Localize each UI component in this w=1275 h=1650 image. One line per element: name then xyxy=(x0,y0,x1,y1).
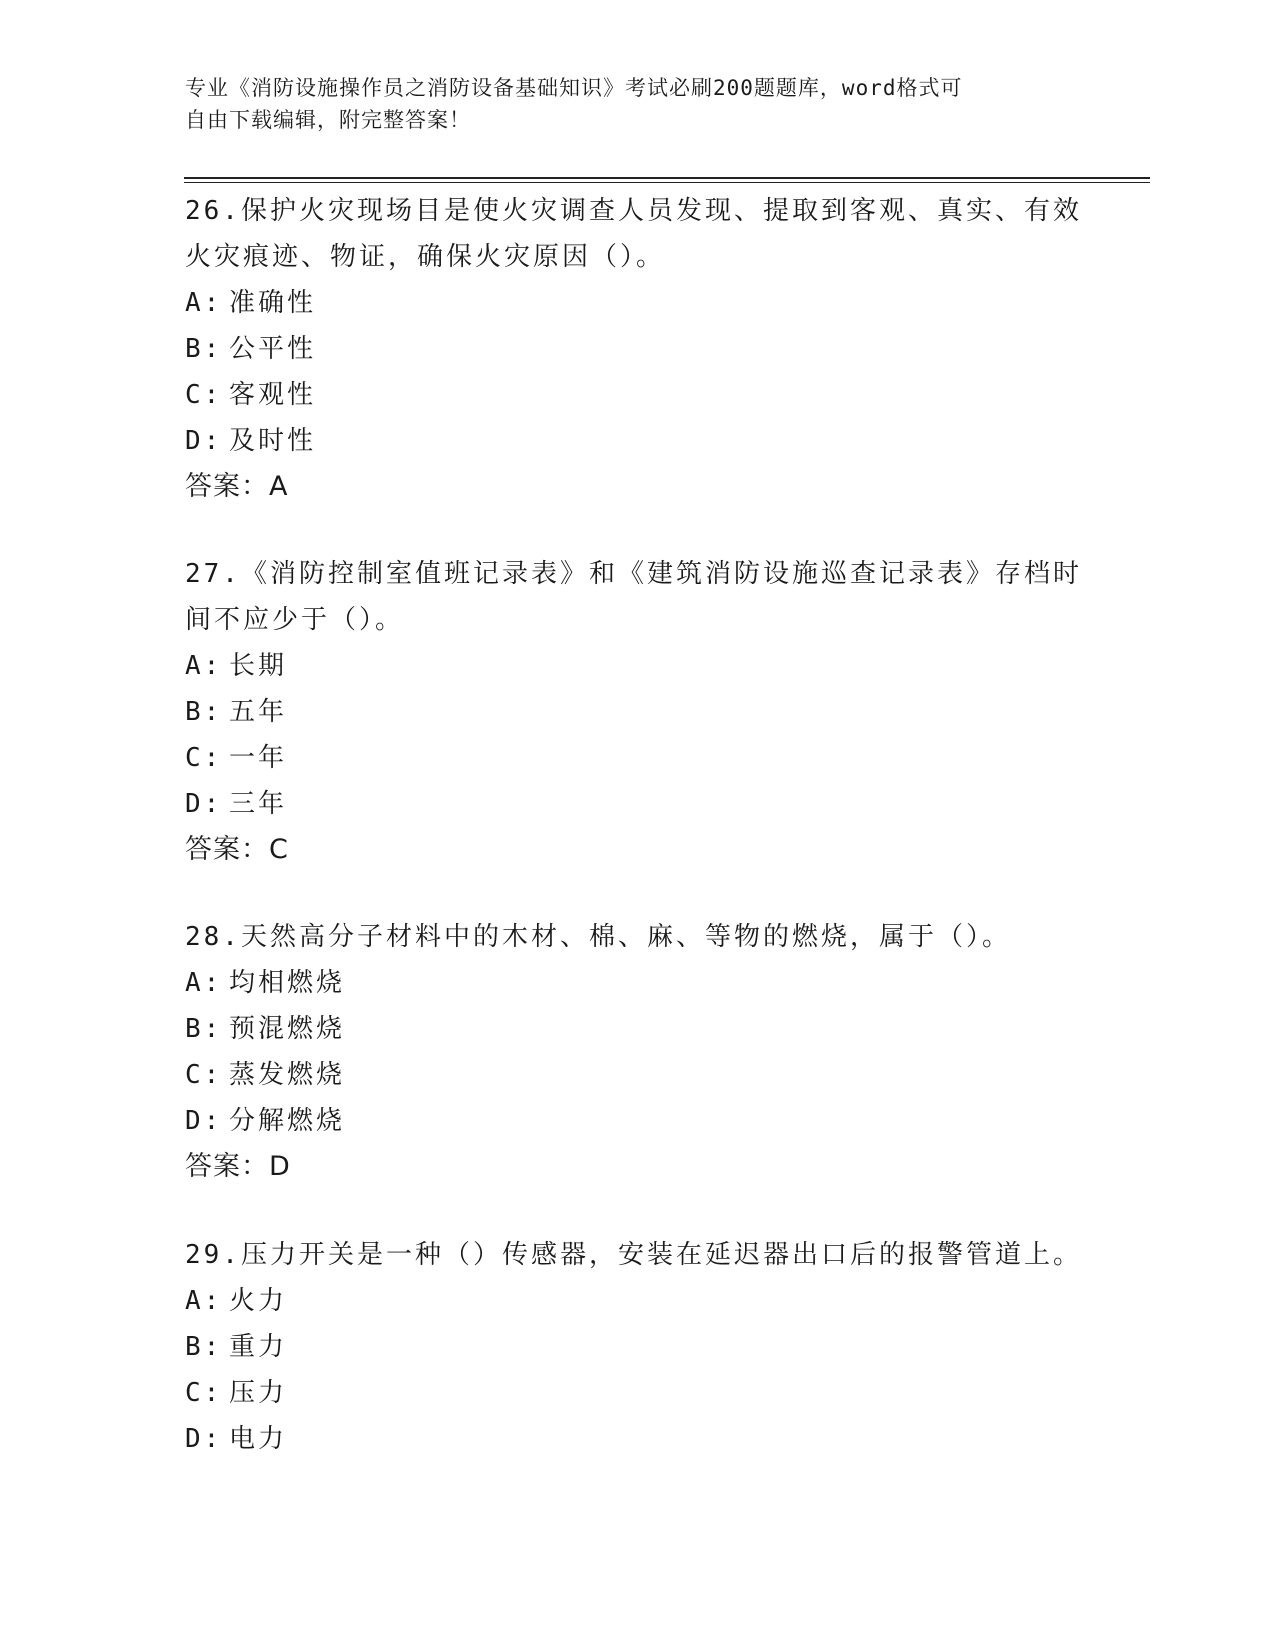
option-text: 蒸发燃烧 xyxy=(229,1060,346,1090)
option-a xyxy=(185,643,1085,689)
option-b xyxy=(185,1324,1085,1370)
option-key: B: xyxy=(185,334,223,364)
option-key: C: xyxy=(185,380,223,410)
question-stem xyxy=(185,551,1085,643)
question-stem-line: 29.压力开关是一种（）传感器，安装在延迟器出口后的报警管道上。 xyxy=(185,1240,1082,1270)
document-header xyxy=(185,72,1065,136)
option-key: A: xyxy=(185,968,223,998)
option-a xyxy=(185,280,1085,326)
question-stem xyxy=(185,188,1085,280)
answer-line: 答案：A xyxy=(185,471,289,502)
question-28 xyxy=(185,914,1085,1190)
option-text: 电力 xyxy=(229,1424,288,1454)
question-stem-line: 26.保护火灾现场目是使火灾调查人员发现、提取到客观、真实、有效 xyxy=(185,196,1082,226)
option-c xyxy=(185,372,1085,418)
option-text: 火力 xyxy=(229,1286,288,1316)
option-text: 及时性 xyxy=(229,426,317,456)
option-text: 压力 xyxy=(229,1378,288,1408)
option-a xyxy=(185,960,1085,1006)
option-d xyxy=(185,418,1085,464)
option-key: D: xyxy=(185,1424,223,1454)
option-text: 公平性 xyxy=(229,334,317,364)
option-key: C: xyxy=(185,1060,223,1090)
header-line-2: 自由下载编辑，附完整答案！ xyxy=(185,108,471,132)
option-key: A: xyxy=(185,288,223,318)
answer-line: 答案：D xyxy=(185,1151,291,1182)
option-text: 一年 xyxy=(229,743,288,773)
question-29 xyxy=(185,1232,1085,1462)
option-key: C: xyxy=(185,743,223,773)
option-text: 均相燃烧 xyxy=(229,968,346,998)
option-c xyxy=(185,1370,1085,1416)
option-b xyxy=(185,1006,1085,1052)
option-a xyxy=(185,1278,1085,1324)
option-key: D: xyxy=(185,426,223,456)
header-line-1: 专业《消防设施操作员之消防设备基础知识》考试必刷200题题库，word格式可 xyxy=(185,76,963,100)
question-stem xyxy=(185,1232,1085,1278)
option-d xyxy=(185,1416,1085,1462)
option-b xyxy=(185,326,1085,372)
option-text: 分解燃烧 xyxy=(229,1106,346,1136)
option-d xyxy=(185,781,1085,827)
option-d xyxy=(185,1098,1085,1144)
option-key: D: xyxy=(185,789,223,819)
question-stem-line: 27.《消防控制室值班记录表》和《建筑消防设施巡查记录表》存档时 xyxy=(185,559,1082,589)
option-c xyxy=(185,1052,1085,1098)
option-key: C: xyxy=(185,1378,223,1408)
option-key: B: xyxy=(185,697,223,727)
option-text: 准确性 xyxy=(229,288,317,318)
option-b xyxy=(185,689,1085,735)
question-stem-line: 28.天然高分子材料中的木材、棉、麻、等物的燃烧，属于（）。 xyxy=(185,922,1011,952)
question-stem-line: 间不应少于（）。 xyxy=(185,605,405,635)
option-text: 五年 xyxy=(229,697,288,727)
option-text: 三年 xyxy=(229,789,288,819)
option-text: 客观性 xyxy=(229,380,317,410)
option-key: B: xyxy=(185,1332,223,1362)
question-27 xyxy=(185,551,1085,873)
option-key: A: xyxy=(185,651,223,681)
option-text: 长期 xyxy=(229,651,288,681)
question-26 xyxy=(185,188,1085,510)
option-c xyxy=(185,735,1085,781)
option-key: B: xyxy=(185,1014,223,1044)
option-key: D: xyxy=(185,1106,223,1136)
option-key: A: xyxy=(185,1286,223,1316)
header-divider-thick xyxy=(184,177,1150,179)
option-text: 预混燃烧 xyxy=(229,1014,346,1044)
question-stem-line: 火灾痕迹、物证，确保火灾原因（）。 xyxy=(185,242,666,272)
header-divider-thin xyxy=(184,182,1150,183)
question-stem xyxy=(185,914,1085,960)
option-text: 重力 xyxy=(229,1332,288,1362)
answer-line: 答案：C xyxy=(185,834,289,865)
